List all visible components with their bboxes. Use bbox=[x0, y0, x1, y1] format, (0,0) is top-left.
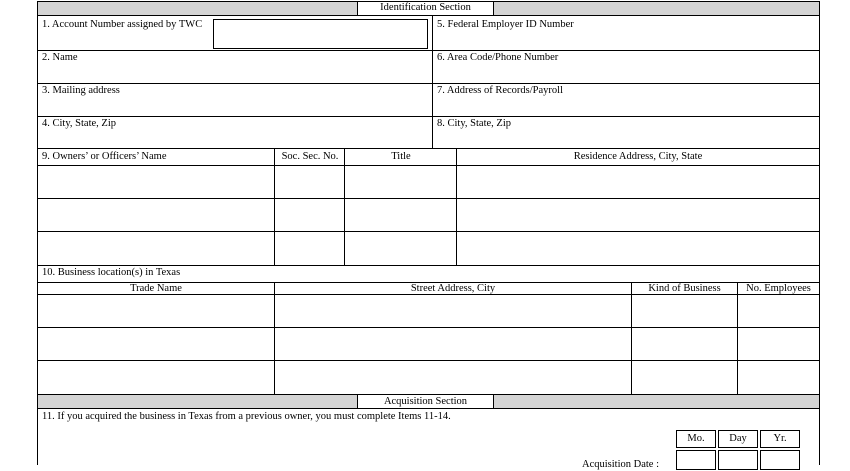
frame-right-border bbox=[819, 1, 820, 465]
account-number-label: 1. Account Number assigned by TWC bbox=[42, 19, 203, 30]
ssn-header: Soc. Sec. No. bbox=[281, 151, 339, 162]
no-employees-field[interactable] bbox=[738, 328, 819, 360]
acquisition-month-field[interactable] bbox=[676, 450, 716, 470]
owner-name-field[interactable] bbox=[38, 166, 274, 198]
street-address-field[interactable] bbox=[275, 361, 631, 394]
row-line bbox=[37, 50, 820, 51]
owner-name-field[interactable] bbox=[38, 232, 274, 265]
street-address-header: Street Address, City bbox=[410, 283, 496, 294]
kind-of-business-header: Kind of Business bbox=[648, 283, 721, 294]
mailing-address-field[interactable] bbox=[38, 98, 432, 116]
acquisition-header-shade-left bbox=[38, 395, 358, 408]
city-state-zip-field[interactable] bbox=[38, 131, 432, 148]
acquisition-day-field[interactable] bbox=[718, 450, 758, 470]
row-line bbox=[37, 408, 820, 409]
business-locations-label: 10. Business location(s) in Texas bbox=[42, 267, 181, 278]
owner-ssn-field[interactable] bbox=[275, 232, 344, 265]
row-line bbox=[37, 15, 820, 16]
owner-title-field[interactable] bbox=[345, 166, 456, 198]
mailing-address-label: 3. Mailing address bbox=[42, 85, 120, 96]
owner-ssn-field[interactable] bbox=[275, 199, 344, 231]
row-line bbox=[37, 265, 820, 266]
name-label: 2. Name bbox=[42, 52, 78, 63]
city-state-zip-label: 4. City, State, Zip bbox=[42, 118, 116, 129]
trade-name-field[interactable] bbox=[38, 328, 274, 360]
records-address-label: 7. Address of Records/Payroll bbox=[437, 85, 563, 96]
no-employees-header: No. Employees bbox=[746, 283, 811, 294]
row-line bbox=[37, 148, 820, 149]
account-number-field[interactable] bbox=[213, 19, 428, 49]
day-header: Day bbox=[729, 433, 747, 444]
acquisition-year-field[interactable] bbox=[760, 450, 800, 470]
no-employees-field[interactable] bbox=[738, 295, 819, 327]
header-divider bbox=[493, 394, 494, 408]
trade-name-field[interactable] bbox=[38, 361, 274, 394]
owner-title-field[interactable] bbox=[345, 199, 456, 231]
trade-name-header: Trade Name bbox=[130, 283, 182, 294]
no-employees-field[interactable] bbox=[738, 361, 819, 394]
owner-title-field[interactable] bbox=[345, 232, 456, 265]
kind-of-business-field[interactable] bbox=[632, 361, 737, 394]
owner-address-field[interactable] bbox=[457, 166, 819, 198]
federal-employer-id-label: 5. Federal Employer ID Number bbox=[437, 19, 574, 30]
records-city-state-zip-label: 8. City, State, Zip bbox=[437, 118, 511, 129]
month-header: Mo. bbox=[687, 433, 705, 444]
owners-name-header: 9. Owners’ or Officers’ Name bbox=[42, 151, 167, 162]
title-header: Title bbox=[391, 151, 411, 162]
acquisition-instructions: 11. If you acquired the business in Texas from a previous owner, you must complete Items 11-14. bbox=[42, 411, 451, 422]
records-address-field[interactable] bbox=[433, 98, 819, 116]
owner-ssn-field[interactable] bbox=[275, 166, 344, 198]
records-city-state-zip-field[interactable] bbox=[433, 131, 819, 148]
identification-header-shade-left bbox=[38, 2, 358, 15]
acquisition-date-label: Acquisition Date : bbox=[582, 459, 659, 470]
phone-number-label: 6. Area Code/Phone Number bbox=[437, 52, 559, 63]
trade-name-field[interactable] bbox=[38, 295, 274, 327]
street-address-field[interactable] bbox=[275, 295, 631, 327]
residence-address-header: Residence Address, City, State bbox=[573, 151, 703, 162]
street-address-field[interactable] bbox=[275, 328, 631, 360]
year-header: Yr. bbox=[773, 433, 787, 444]
owner-address-field[interactable] bbox=[457, 199, 819, 231]
kind-of-business-field[interactable] bbox=[632, 295, 737, 327]
header-divider bbox=[357, 1, 358, 15]
acquisition-header-shade-right bbox=[494, 395, 819, 408]
name-field[interactable] bbox=[38, 65, 432, 83]
owner-name-field[interactable] bbox=[38, 199, 274, 231]
acquisition-section-title: Acquisition Section bbox=[383, 396, 468, 407]
header-divider bbox=[493, 1, 494, 15]
kind-of-business-field[interactable] bbox=[632, 328, 737, 360]
owner-address-field[interactable] bbox=[457, 232, 819, 265]
row-line bbox=[37, 83, 820, 84]
frame-top-border bbox=[37, 1, 820, 2]
identification-header-shade-right bbox=[493, 2, 820, 15]
identification-section-title: Identification Section bbox=[380, 2, 471, 13]
federal-employer-id-field[interactable] bbox=[433, 32, 819, 50]
row-line bbox=[37, 116, 820, 117]
phone-number-field[interactable] bbox=[433, 65, 819, 83]
